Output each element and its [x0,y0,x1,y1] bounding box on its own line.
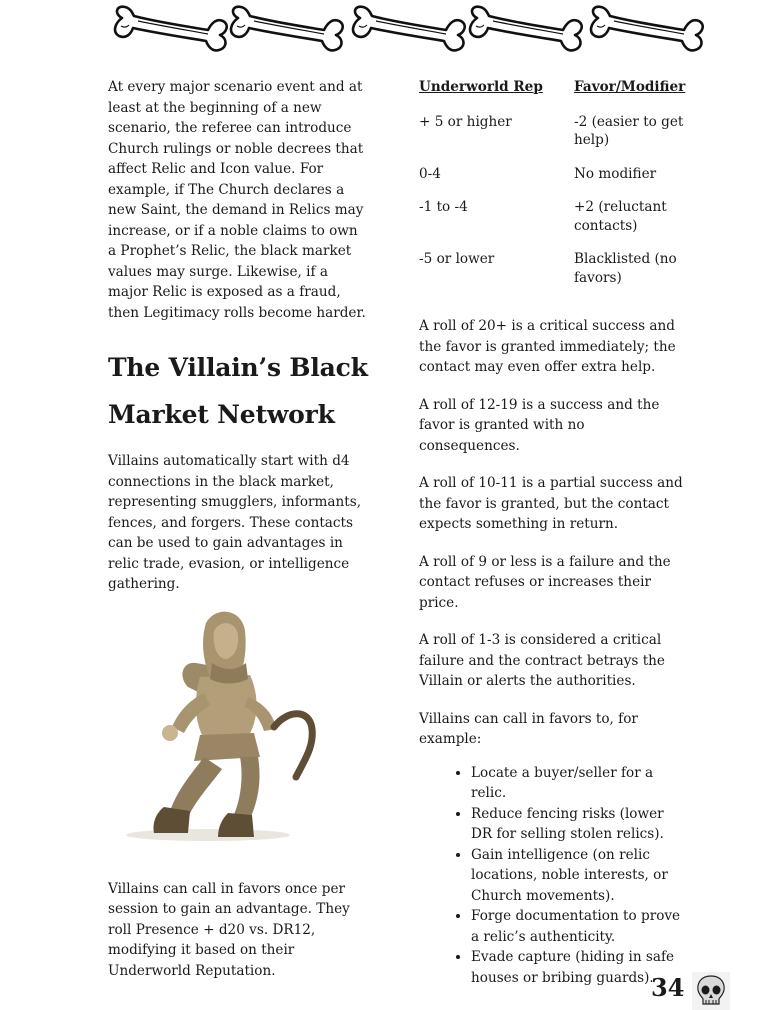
rep-cell: 0-4 [419,165,441,182]
page-number: 34 [651,973,685,1002]
left-column [108,77,370,981]
rep-cell: -5 or lower [419,251,495,267]
skull-icon [692,972,730,1010]
table-row [419,113,689,165]
table-row [419,198,689,250]
section-heading [108,344,370,438]
partial-success-paragraph: A roll of 10-11 is a partial success and the favor is granted, but the contact expects something in return. [419,475,683,532]
network-paragraph: Villains automatically start with d4 connections in the black market, representing smugglers, informants, fences, and forgers. These contacts can be used to gain advantages in relic trade, evasion, or intelligence gathering. [108,453,362,592]
modifier-cell: Blacklisted (no favors) [574,251,677,286]
critical-failure-paragraph: A roll of 1-3 is considered a critical failure and the contract betrays the Villain or alerts the authorities. [419,632,665,689]
header-underworld-rep: Underworld Rep [419,79,543,95]
heading-line-1: The Villain’s Black [108,353,368,382]
bone-icon [467,4,585,62]
favor-uses-list [419,763,689,989]
list-item: • Locate a buyer/seller for a relic. [471,763,689,804]
bone-icon [588,4,706,62]
table-row [419,165,689,199]
rep-cell: + 5 or higher [419,113,512,130]
critical-success-paragraph: A roll of 20+ is a critical success and the favor is granted immediately; the contact may even offer extra help. [419,318,676,375]
rep-cell: -1 to -4 [419,199,468,215]
list-item: • Gain intelligence (on relic locations, noble interests, or Church movements). [471,845,689,907]
modifier-cell: +2 (reluctant contacts) [574,199,667,234]
underworld-rep-table [419,77,689,302]
list-item: • Evade capture (hiding in safe houses or bribing guards). [471,947,689,988]
bone-icon [350,4,468,62]
list-item: • Reduce fencing risks (lower DR for selling stolen relics). [471,804,689,845]
favors-intro-paragraph: Villains can call in favors once per session to gain an advantage. They roll Presence + d20 vs. DR12, modifying it based on their Underworld Reputation. [108,880,350,979]
modifier-cell: -2 (easier to get help) [574,113,684,148]
table-row [419,250,689,302]
table-header-row [419,77,689,113]
header-favor-modifier: Favor/Modifier [574,79,686,95]
modifier-cell: No modifier [574,165,657,182]
bone-border [112,4,704,62]
villain-miniature-figure [108,597,370,879]
favor-uses-intro: Villains can call in favors to, for example: [419,710,638,747]
intro-paragraph: At every major scenario event and at least at the beginning of a new scenario, the referee can introduce Church rulings or noble decrees that affect Relic and Icon value. For example, if The Church declares a new Saint, the demand in Relics may increase, or if a noble claims to own a Prophet’s Relic, the black market values may surge. Likewise, if a major Relic is exposed as a fraud, then Legitimacy rolls become harder. [108,79,366,321]
heading-line-2: Market Network [108,400,335,429]
bone-icon [112,4,230,62]
list-item: • Forge documentation to prove a relic’s authenticity. [471,906,689,947]
bone-icon [228,4,346,62]
success-paragraph: A roll of 12-19 is a success and the favor is granted with no consequences. [419,396,660,454]
right-column [419,77,689,988]
failure-paragraph: A roll of 9 or less is a failure and the contact refuses or increases their price. [419,553,671,611]
